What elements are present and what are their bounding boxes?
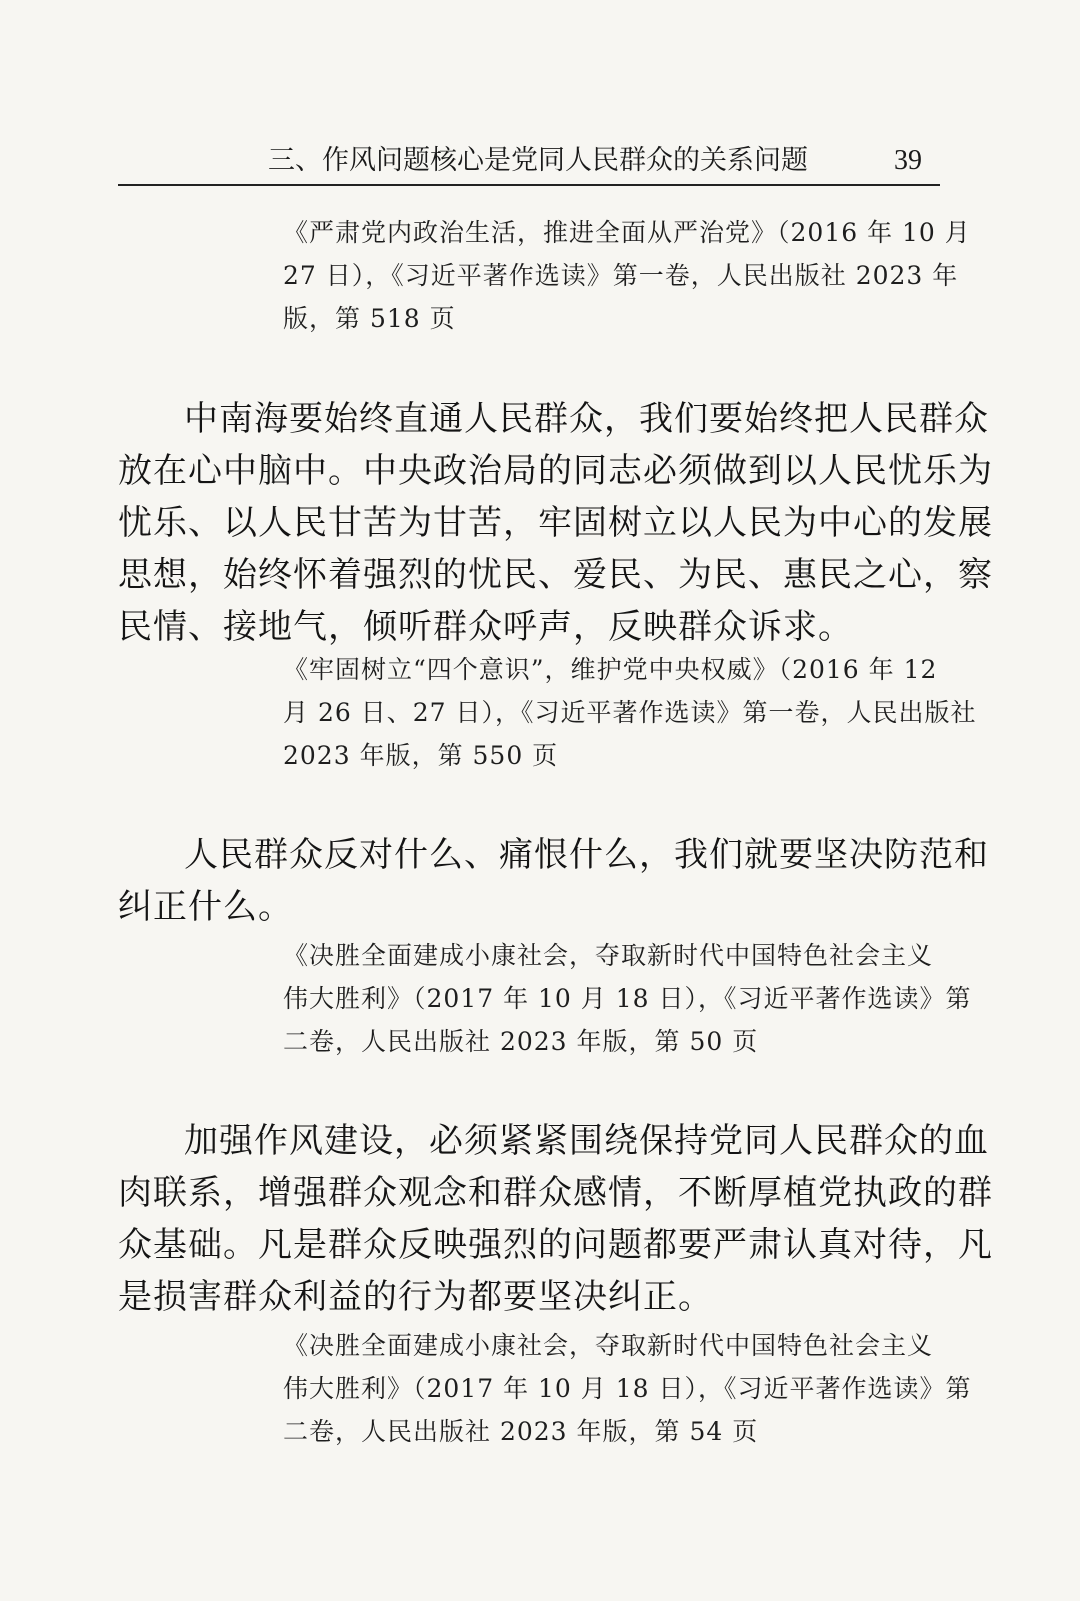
quote-line: 纠正什么。	[118, 887, 293, 927]
quote-line: 肉联系，增强群众观念和群众感情，不断厚植党执政的群	[118, 1173, 993, 1213]
citation-line: 伟大胜利》（2017 年 10 月 18 日），《习近平著作选读》第	[283, 984, 972, 1013]
citation-line: 二卷，人民出版社 2023 年版，第 50 页	[283, 1027, 759, 1056]
citation-line: 27 日），《习近平著作选读》第一卷，人民出版社 2023 年	[283, 261, 959, 290]
citation-line: 《牢固树立“四个意识”，维护党中央权威》（2016 年 12	[283, 655, 938, 684]
citation-source	[283, 211, 971, 340]
citation-source	[283, 934, 972, 1063]
page-number: 39	[894, 145, 922, 176]
quote-line: 放在心中脑中。中央政治局的同志必须做到以人民忧乐为	[118, 451, 993, 491]
quote-paragraph	[118, 829, 989, 933]
citation-line: 《决胜全面建成小康社会，夺取新时代中国特色社会主义	[283, 1331, 934, 1360]
quote-line: 是损害群众利益的行为都要坚决纠正。	[118, 1277, 713, 1317]
quote-line: 加强作风建设，必须紧紧围绕保持党同人民群众的血	[184, 1121, 989, 1161]
quote-line: 忧乐、以人民甘苦为甘苦，牢固树立以人民为中心的发展	[118, 503, 993, 543]
quote-paragraph	[118, 1115, 993, 1323]
citation-line: 《决胜全面建成小康社会，夺取新时代中国特色社会主义	[283, 941, 934, 970]
citation-line: 伟大胜利》（2017 年 10 月 18 日），《习近平著作选读》第	[283, 1374, 972, 1403]
citation-line: 月 26 日、27 日），《习近平著作选读》第一卷，人民出版社	[283, 698, 977, 727]
quote-line: 众基础。凡是群众反映强烈的问题都要严肃认真对待，凡	[118, 1225, 993, 1265]
citation-source	[283, 1324, 972, 1453]
citation-source	[283, 648, 977, 777]
quote-line: 人民群众反对什么、痛恨什么，我们就要坚决防范和	[184, 835, 989, 875]
citation-line: 二卷，人民出版社 2023 年版，第 54 页	[283, 1417, 759, 1446]
quote-line: 中南海要始终直通人民群众，我们要始终把人民群众	[184, 399, 989, 439]
chapter-title: 三、作风问题核心是党同人民群众的关系问题	[268, 145, 808, 176]
citation-line: 2023 年版，第 550 页	[283, 741, 559, 770]
quote-line: 民情、接地气，倾听群众呼声，反映群众诉求。	[118, 607, 853, 647]
quote-paragraph	[118, 393, 993, 653]
quote-line: 思想，始终怀着强烈的忧民、爱民、为民、惠民之心，察	[118, 555, 993, 595]
running-header	[118, 138, 940, 186]
citation-line: 《严肃党内政治生活，推进全面从严治党》（2016 年 10 月	[283, 218, 971, 247]
citation-line: 版，第 518 页	[283, 304, 456, 333]
